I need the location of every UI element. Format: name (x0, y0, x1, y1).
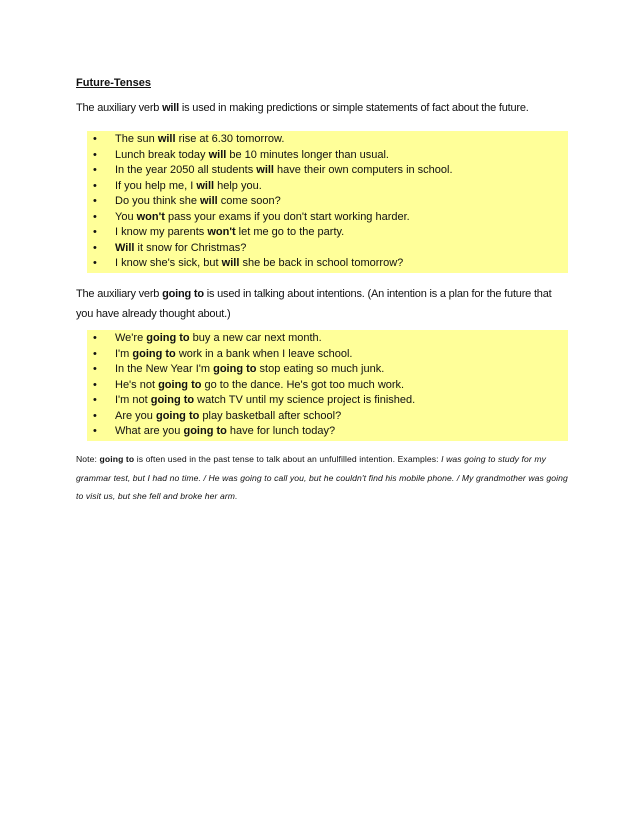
going-to-example-item (87, 409, 568, 425)
going-to-example-item (87, 331, 568, 347)
bullet-icon: • (93, 394, 97, 406)
note-examples: I was going to study for my grammar test, but I had no time. / He was going to call you, but he couldn't find his mobile phone. / My grandmother was going to visit us, but she fell and broke her arm. (76, 454, 568, 501)
will-example-keyword: will (208, 148, 227, 161)
will-example-item (87, 163, 568, 179)
will-example-keyword: won't (207, 226, 236, 238)
will-example-post: have their own computers in school. (274, 164, 453, 176)
going-to-example-keyword: going to (213, 363, 257, 375)
bullet-icon: • (93, 363, 97, 375)
will-example-pre: If you help me, I (115, 179, 197, 192)
going-to-example-post: work in a bank when I leave school. (175, 347, 353, 360)
will-intro-paragraph (76, 98, 568, 118)
going-to-intro-pre: The auxiliary verb (76, 288, 163, 300)
note-mid: is often used in the past tense to talk about an unfulfilled intention. Examples: (134, 454, 442, 464)
will-example-keyword: Will (115, 241, 135, 254)
going-to-example-keyword: going to (132, 347, 176, 360)
bullet-icon: • (93, 347, 97, 360)
will-example-item (87, 179, 568, 195)
will-example-item (87, 132, 568, 148)
will-example-pre: The sun (115, 133, 158, 145)
will-example-pre: I know she's sick, but (115, 257, 222, 269)
will-example-keyword: will (221, 257, 240, 269)
will-examples-list (87, 132, 568, 272)
will-example-post: pass your exams if you don't start working harder. (164, 210, 410, 223)
going-to-example-pre: What are you (115, 425, 184, 437)
going-to-example-pre: I'm (115, 347, 133, 360)
going-to-example-keyword: going to (155, 409, 200, 422)
going-to-example-keyword: going to (146, 332, 190, 344)
going-to-intro-paragraph (76, 284, 568, 324)
will-example-pre: You (115, 210, 137, 223)
will-example-keyword: will (256, 164, 274, 176)
going-to-example-post: play basketball after school? (199, 409, 342, 422)
will-examples-box (87, 131, 568, 273)
going-to-intro-keyword: going to (162, 288, 204, 300)
note-pre: Note: (76, 454, 100, 464)
will-example-keyword: will (157, 133, 176, 145)
going-to-example-item (87, 347, 568, 363)
will-example-item (87, 225, 568, 241)
note-paragraph (76, 450, 568, 506)
will-example-post: she be back in school tomorrow? (239, 257, 404, 269)
going-to-example-item (87, 393, 568, 409)
will-example-item (87, 241, 568, 257)
going-to-example-pre: In the New Year I'm (115, 363, 214, 375)
bullet-icon: • (93, 133, 97, 145)
going-to-example-item (87, 378, 568, 394)
bullet-icon: • (93, 332, 97, 344)
bullet-icon: • (93, 257, 97, 269)
will-intro-pre: The auxiliary verb (76, 102, 163, 114)
going-to-example-post: buy a new car next month. (189, 332, 322, 344)
will-example-item (87, 148, 568, 164)
bullet-icon: • (93, 179, 97, 192)
will-example-item (87, 256, 568, 272)
bullet-icon: • (93, 378, 97, 391)
bullet-icon: • (93, 425, 97, 437)
will-example-keyword: won't (136, 210, 165, 223)
note-keyword: going to (99, 454, 135, 464)
will-example-post: rise at 6.30 tomorrow. (175, 133, 285, 145)
will-example-post: let me go to the party. (235, 226, 345, 238)
bullet-icon: • (93, 195, 97, 207)
will-example-post: help you. (214, 179, 262, 192)
will-example-post: be 10 minutes longer than usual. (226, 148, 389, 161)
will-example-pre: In the year 2050 all students (115, 164, 257, 176)
going-to-example-post: watch TV until my science project is finished. (194, 394, 416, 406)
bullet-icon: • (93, 210, 97, 223)
page-title: Future-Tenses (76, 77, 151, 89)
will-example-item (87, 210, 568, 226)
going-to-example-post: have for lunch today? (226, 425, 336, 437)
going-to-intro-post: is used in talking about intentions. (An intention is a plan for the future that you have already thought about.) (76, 288, 552, 320)
going-to-example-keyword: going to (150, 394, 195, 406)
will-example-keyword: will (196, 179, 215, 192)
going-to-example-item (87, 362, 568, 378)
going-to-example-pre: We're (115, 332, 147, 344)
bullet-icon: • (93, 226, 97, 238)
going-to-example-post: stop eating so much junk. (256, 363, 385, 375)
going-to-example-item (87, 424, 568, 440)
will-intro-keyword: will (162, 102, 180, 114)
going-to-example-pre: I'm not (115, 394, 151, 406)
going-to-example-pre: He's not (115, 378, 159, 391)
going-to-example-keyword: going to (158, 378, 202, 391)
will-example-pre: Lunch break today (115, 148, 209, 161)
going-to-example-post: go to the dance. He's got too much work. (201, 378, 405, 391)
will-example-post: it snow for Christmas? (134, 241, 247, 254)
will-example-keyword: will (200, 195, 218, 207)
bullet-icon: • (93, 241, 97, 254)
going-to-example-pre: Are you (115, 409, 156, 422)
bullet-icon: • (93, 409, 97, 422)
going-to-examples-list (87, 331, 568, 440)
bullet-icon: • (93, 164, 97, 176)
will-example-pre: I know my parents (115, 226, 208, 238)
bullet-icon: • (93, 148, 97, 161)
going-to-examples-box (87, 330, 568, 441)
will-example-post: come soon? (217, 195, 281, 207)
will-example-item (87, 194, 568, 210)
will-example-pre: Do you think she (115, 195, 200, 207)
will-intro-post: is used in making predictions or simple statements of fact about the future. (179, 102, 529, 114)
going-to-example-keyword: going to (183, 425, 227, 437)
